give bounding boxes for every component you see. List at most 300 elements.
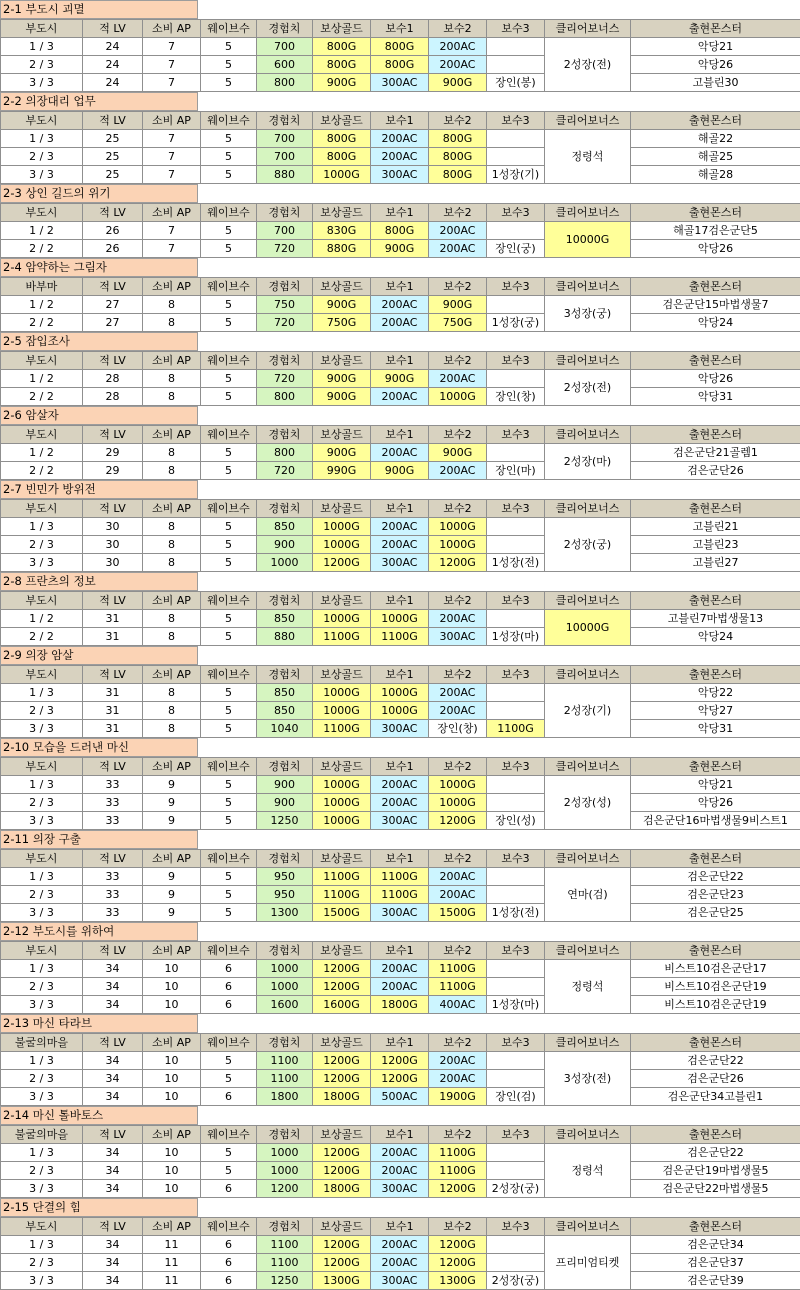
header-cell: 경험치 <box>257 592 313 610</box>
header-cell: 클리어보너스 <box>545 666 631 684</box>
header-cell: 보상골드 <box>313 1034 371 1052</box>
gold-cell: 1000G <box>313 812 371 830</box>
header-cell: 소비 AP <box>143 1218 201 1236</box>
level-cell: 33 <box>83 776 143 794</box>
header-cell: 보수1 <box>371 20 429 38</box>
monster-cell: 검은군단22 <box>631 1052 800 1070</box>
reward2-cell: 1000G <box>429 388 487 406</box>
header-cell: 보수2 <box>429 592 487 610</box>
ap-cell: 8 <box>143 518 201 536</box>
wave-cell: 5 <box>201 776 257 794</box>
level-cell: 34 <box>83 1052 143 1070</box>
reward1-cell: 200AC <box>371 794 429 812</box>
header-cell: 보상골드 <box>313 112 371 130</box>
header-cell: 부도시 <box>1 204 83 222</box>
header-cell: 클리어보너스 <box>545 1218 631 1236</box>
header-cell: 출현몬스터 <box>631 112 800 130</box>
header-cell: 보수2 <box>429 942 487 960</box>
reward1-cell: 200AC <box>371 296 429 314</box>
clear-bonus-cell: 2성장(전) <box>545 38 631 92</box>
monster-cell: 검은군단26 <box>631 462 800 480</box>
reward2-cell: 1100G <box>429 1144 487 1162</box>
wave-cell: 5 <box>201 702 257 720</box>
ap-cell: 8 <box>143 462 201 480</box>
reward3-cell <box>487 610 545 628</box>
header-row <box>1 942 800 960</box>
gold-cell: 1000G <box>313 776 371 794</box>
ap-cell: 11 <box>143 1272 201 1290</box>
ap-cell: 8 <box>143 684 201 702</box>
header-cell: 부도시 <box>1 112 83 130</box>
header-row <box>1 352 800 370</box>
ap-cell: 8 <box>143 702 201 720</box>
ap-cell: 10 <box>143 960 201 978</box>
header-cell: 클리어보너스 <box>545 20 631 38</box>
header-cell: 보수3 <box>487 112 545 130</box>
clear-bonus-cell: 3성장(궁) <box>545 296 631 332</box>
clear-bonus-cell: 2성장(궁) <box>545 518 631 572</box>
monster-cell: 악당26 <box>631 370 800 388</box>
exp-cell: 1250 <box>257 812 313 830</box>
header-cell: 보수1 <box>371 758 429 776</box>
stage-block <box>0 184 800 257</box>
level-cell: 34 <box>83 1236 143 1254</box>
reward3-cell: 1성장(마) <box>487 628 545 646</box>
reward2-cell: 1100G <box>429 978 487 996</box>
stage-block <box>0 480 800 571</box>
wave-cell: 5 <box>201 462 257 480</box>
stage-cell: 2 / 3 <box>1 536 83 554</box>
header-cell: 소비 AP <box>143 758 201 776</box>
stage-table <box>0 1125 800 1198</box>
header-cell: 적 LV <box>83 850 143 868</box>
wave-cell: 5 <box>201 518 257 536</box>
stage-table <box>0 941 800 1014</box>
table-row <box>1 56 800 74</box>
reward1-cell: 200AC <box>371 388 429 406</box>
stage-cell: 1 / 3 <box>1 518 83 536</box>
gold-cell: 1000G <box>313 794 371 812</box>
wave-cell: 6 <box>201 1254 257 1272</box>
ap-cell: 11 <box>143 1254 201 1272</box>
gold-cell: 800G <box>313 56 371 74</box>
header-cell: 소비 AP <box>143 278 201 296</box>
reward2-cell: 1000G <box>429 776 487 794</box>
table-row <box>1 868 800 886</box>
exp-cell: 850 <box>257 684 313 702</box>
monster-cell: 검은군단34 <box>631 1236 800 1254</box>
exp-cell: 1000 <box>257 960 313 978</box>
exp-cell: 700 <box>257 130 313 148</box>
table-row <box>1 1144 800 1162</box>
level-cell: 34 <box>83 1180 143 1198</box>
header-cell: 부도시 <box>1 1218 83 1236</box>
table-row <box>1 518 800 536</box>
header-cell: 보상골드 <box>313 666 371 684</box>
stage-title: 2-1 부도시 괴멸 <box>0 0 198 19</box>
header-cell: 적 LV <box>83 352 143 370</box>
stage-cell: 2 / 3 <box>1 148 83 166</box>
reward1-cell: 200AC <box>371 978 429 996</box>
reward3-cell <box>487 1052 545 1070</box>
wave-cell: 5 <box>201 314 257 332</box>
exp-cell: 1300 <box>257 904 313 922</box>
table-row <box>1 776 800 794</box>
clear-bonus-cell: 정령석 <box>545 130 631 184</box>
wave-cell: 6 <box>201 1180 257 1198</box>
table-row <box>1 1254 800 1272</box>
wave-cell: 6 <box>201 996 257 1014</box>
wave-cell: 5 <box>201 222 257 240</box>
reward2-cell: 900G <box>429 444 487 462</box>
gold-cell: 800G <box>313 130 371 148</box>
level-cell: 34 <box>83 996 143 1014</box>
table-row <box>1 812 800 830</box>
header-cell: 소비 AP <box>143 352 201 370</box>
level-cell: 34 <box>83 1088 143 1106</box>
header-cell: 출현몬스터 <box>631 500 800 518</box>
header-cell: 웨이브수 <box>201 426 257 444</box>
exp-cell: 950 <box>257 886 313 904</box>
monster-cell: 검은군단22 <box>631 1144 800 1162</box>
level-cell: 25 <box>83 166 143 184</box>
table-row <box>1 388 800 406</box>
header-cell: 보수3 <box>487 352 545 370</box>
reward2-cell: 200AC <box>429 222 487 240</box>
wave-cell: 5 <box>201 56 257 74</box>
stage-title: 2-11 의장 구출 <box>0 830 198 849</box>
header-cell: 클리어보너스 <box>545 1126 631 1144</box>
level-cell: 26 <box>83 222 143 240</box>
header-cell: 클리어보너스 <box>545 352 631 370</box>
stage-title: 2-4 암약하는 그림자 <box>0 258 198 277</box>
table-row <box>1 462 800 480</box>
stage-cell: 1 / 3 <box>1 960 83 978</box>
header-cell: 부도시 <box>1 426 83 444</box>
level-cell: 31 <box>83 628 143 646</box>
reward2-cell: 800G <box>429 166 487 184</box>
header-cell: 바부마 <box>1 278 83 296</box>
table-row <box>1 222 800 240</box>
header-cell: 보상골드 <box>313 850 371 868</box>
header-cell: 출현몬스터 <box>631 758 800 776</box>
exp-cell: 850 <box>257 702 313 720</box>
header-cell: 클리어보너스 <box>545 758 631 776</box>
monster-cell: 악당26 <box>631 56 800 74</box>
exp-cell: 1000 <box>257 978 313 996</box>
header-cell: 보수3 <box>487 1126 545 1144</box>
header-cell: 웨이브수 <box>201 942 257 960</box>
header-cell: 적 LV <box>83 942 143 960</box>
gold-cell: 1000G <box>313 536 371 554</box>
monster-cell: 검은군단25 <box>631 904 800 922</box>
stage-table <box>0 1217 800 1290</box>
header-cell: 보수1 <box>371 1218 429 1236</box>
header-cell: 경험치 <box>257 278 313 296</box>
reward1-cell: 200AC <box>371 148 429 166</box>
reward1-cell: 1000G <box>371 702 429 720</box>
wave-cell: 6 <box>201 1088 257 1106</box>
header-row <box>1 1034 800 1052</box>
gold-cell: 1200G <box>313 1254 371 1272</box>
gold-cell: 1100G <box>313 868 371 886</box>
stage-title: 2-5 잠입조사 <box>0 332 198 351</box>
stage-cell: 2 / 3 <box>1 702 83 720</box>
header-cell: 보상골드 <box>313 500 371 518</box>
header-cell: 소비 AP <box>143 426 201 444</box>
reward1-cell: 200AC <box>371 518 429 536</box>
stage-cell: 3 / 3 <box>1 554 83 572</box>
wave-cell: 5 <box>201 684 257 702</box>
wave-cell: 5 <box>201 610 257 628</box>
reward3-cell: 장인(검) <box>487 1088 545 1106</box>
header-cell: 보수3 <box>487 592 545 610</box>
reward1-cell: 200AC <box>371 130 429 148</box>
reward2-cell: 1100G <box>429 1162 487 1180</box>
exp-cell: 720 <box>257 314 313 332</box>
header-cell: 경험치 <box>257 204 313 222</box>
wave-cell: 5 <box>201 240 257 258</box>
monster-cell: 해골28 <box>631 166 800 184</box>
reward1-cell: 200AC <box>371 1254 429 1272</box>
exp-cell: 900 <box>257 794 313 812</box>
reward1-cell: 800G <box>371 38 429 56</box>
reward2-cell: 1200G <box>429 1236 487 1254</box>
exp-cell: 900 <box>257 536 313 554</box>
stage-cell: 3 / 3 <box>1 996 83 1014</box>
monster-cell: 검은군단19마법생물5 <box>631 1162 800 1180</box>
gold-cell: 1000G <box>313 166 371 184</box>
exp-cell: 750 <box>257 296 313 314</box>
header-cell: 웨이브수 <box>201 666 257 684</box>
stage-block <box>0 1198 800 1289</box>
header-cell: 보상골드 <box>313 942 371 960</box>
stage-title: 2-12 부도시를 위하여 <box>0 922 198 941</box>
stage-cell: 1 / 3 <box>1 38 83 56</box>
reward3-cell <box>487 536 545 554</box>
clear-bonus-cell: 연마(검) <box>545 868 631 922</box>
gold-cell: 1800G <box>313 1088 371 1106</box>
table-row <box>1 148 800 166</box>
monster-cell: 해골22 <box>631 130 800 148</box>
header-cell: 경험치 <box>257 942 313 960</box>
stage-cell: 1 / 2 <box>1 610 83 628</box>
stage-cell: 3 / 3 <box>1 1088 83 1106</box>
reward3-cell <box>487 960 545 978</box>
level-cell: 34 <box>83 1162 143 1180</box>
monster-cell: 검은군단23 <box>631 886 800 904</box>
gold-cell: 1200G <box>313 1144 371 1162</box>
header-cell: 적 LV <box>83 278 143 296</box>
reward2-cell: 1100G <box>429 960 487 978</box>
gold-cell: 900G <box>313 296 371 314</box>
reward2-cell: 800G <box>429 130 487 148</box>
header-row <box>1 204 800 222</box>
reward3-cell <box>487 296 545 314</box>
ap-cell: 7 <box>143 56 201 74</box>
reward3-cell <box>487 518 545 536</box>
wave-cell: 5 <box>201 388 257 406</box>
header-cell: 보상골드 <box>313 204 371 222</box>
reward3-cell <box>487 148 545 166</box>
stage-block <box>0 922 800 1013</box>
header-cell: 보수3 <box>487 758 545 776</box>
exp-cell: 720 <box>257 370 313 388</box>
header-row <box>1 592 800 610</box>
monster-cell: 악당22 <box>631 684 800 702</box>
gold-cell: 900G <box>313 388 371 406</box>
wave-cell: 5 <box>201 904 257 922</box>
monster-cell: 비스트10검은군단19 <box>631 978 800 996</box>
monster-cell: 검은군단39 <box>631 1272 800 1290</box>
reward1-cell: 300AC <box>371 1272 429 1290</box>
stage-title: 2-7 빈민가 방위전 <box>0 480 198 499</box>
header-cell: 출현몬스터 <box>631 592 800 610</box>
header-cell: 보수2 <box>429 758 487 776</box>
exp-cell: 1000 <box>257 1162 313 1180</box>
header-cell: 적 LV <box>83 1034 143 1052</box>
header-row <box>1 1218 800 1236</box>
stage-title: 2-13 마신 타라브 <box>0 1014 198 1033</box>
header-cell: 소비 AP <box>143 666 201 684</box>
header-cell: 부도시 <box>1 352 83 370</box>
table-row <box>1 74 800 92</box>
header-row <box>1 112 800 130</box>
stage-cell: 2 / 3 <box>1 56 83 74</box>
exp-cell: 720 <box>257 240 313 258</box>
header-cell: 경험치 <box>257 1034 313 1052</box>
level-cell: 31 <box>83 610 143 628</box>
reward1-cell: 300AC <box>371 74 429 92</box>
reward1-cell: 900G <box>371 240 429 258</box>
reward3-cell <box>487 1254 545 1272</box>
reward1-cell: 800G <box>371 222 429 240</box>
reward3-cell <box>487 702 545 720</box>
reward2-cell: 1900G <box>429 1088 487 1106</box>
reward3-cell: 1성장(전) <box>487 554 545 572</box>
reward3-cell: 장인(궁) <box>487 240 545 258</box>
stage-block <box>0 572 800 645</box>
header-cell: 보수2 <box>429 666 487 684</box>
header-cell: 보수1 <box>371 204 429 222</box>
level-cell: 24 <box>83 74 143 92</box>
table-row <box>1 684 800 702</box>
exp-cell: 1600 <box>257 996 313 1014</box>
stage-cell: 1 / 3 <box>1 868 83 886</box>
monster-cell: 악당31 <box>631 388 800 406</box>
gold-cell: 1200G <box>313 1052 371 1070</box>
monster-cell: 고블린27 <box>631 554 800 572</box>
reward3-cell: 1성장(궁) <box>487 314 545 332</box>
header-cell: 보상골드 <box>313 20 371 38</box>
level-cell: 27 <box>83 314 143 332</box>
header-cell: 적 LV <box>83 1126 143 1144</box>
reward2-cell: 200AC <box>429 684 487 702</box>
reward2-cell: 1000G <box>429 518 487 536</box>
gold-cell: 990G <box>313 462 371 480</box>
reward2-cell: 200AC <box>429 886 487 904</box>
exp-cell: 850 <box>257 518 313 536</box>
header-row <box>1 278 800 296</box>
monster-cell: 악당24 <box>631 314 800 332</box>
header-cell: 적 LV <box>83 204 143 222</box>
wave-cell: 5 <box>201 554 257 572</box>
clear-bonus-cell: 프리미엄티켓 <box>545 1236 631 1290</box>
table-row <box>1 536 800 554</box>
reward3-cell <box>487 794 545 812</box>
table-row <box>1 702 800 720</box>
clear-bonus-cell: 정령석 <box>545 1144 631 1198</box>
gold-cell: 1300G <box>313 1272 371 1290</box>
ap-cell: 10 <box>143 1070 201 1088</box>
wave-cell: 6 <box>201 1236 257 1254</box>
header-cell: 웨이브수 <box>201 112 257 130</box>
reward2-cell: 1500G <box>429 904 487 922</box>
ap-cell: 7 <box>143 222 201 240</box>
stage-cell: 1 / 3 <box>1 1236 83 1254</box>
reward2-cell: 400AC <box>429 996 487 1014</box>
header-cell: 출현몬스터 <box>631 1034 800 1052</box>
level-cell: 33 <box>83 794 143 812</box>
header-cell: 클리어보너스 <box>545 592 631 610</box>
wave-cell: 5 <box>201 296 257 314</box>
stage-block <box>0 646 800 737</box>
reward1-cell: 800G <box>371 56 429 74</box>
header-cell: 보수2 <box>429 278 487 296</box>
header-cell: 경험치 <box>257 352 313 370</box>
reward3-cell <box>487 1070 545 1088</box>
ap-cell: 10 <box>143 1052 201 1070</box>
stage-cell: 2 / 2 <box>1 628 83 646</box>
reward1-cell: 300AC <box>371 720 429 738</box>
wave-cell: 5 <box>201 1162 257 1180</box>
header-cell: 적 LV <box>83 20 143 38</box>
header-cell: 웨이브수 <box>201 352 257 370</box>
stage-block <box>0 406 800 479</box>
header-cell: 보수1 <box>371 942 429 960</box>
gold-cell: 1000G <box>313 684 371 702</box>
stage-block <box>0 738 800 829</box>
header-cell: 웨이브수 <box>201 20 257 38</box>
monster-cell: 검은군단15마법생물7 <box>631 296 800 314</box>
clear-bonus-cell: 3성장(전) <box>545 1052 631 1106</box>
monster-cell: 악당26 <box>631 794 800 812</box>
stage-title: 2-8 프란츠의 정보 <box>0 572 198 591</box>
stage-cell: 1 / 3 <box>1 130 83 148</box>
exp-cell: 1100 <box>257 1052 313 1070</box>
reward2-cell: 200AC <box>429 1052 487 1070</box>
level-cell: 34 <box>83 978 143 996</box>
reward3-cell: 장인(마) <box>487 462 545 480</box>
reward3-cell <box>487 222 545 240</box>
header-cell: 출현몬스터 <box>631 352 800 370</box>
header-cell: 소비 AP <box>143 1034 201 1052</box>
exp-cell: 1100 <box>257 1254 313 1272</box>
stage-table <box>0 425 800 480</box>
header-cell: 웨이브수 <box>201 758 257 776</box>
exp-cell: 720 <box>257 462 313 480</box>
exp-cell: 800 <box>257 388 313 406</box>
stage-cell: 1 / 2 <box>1 222 83 240</box>
stage-table <box>0 19 800 92</box>
stage-cell: 1 / 2 <box>1 296 83 314</box>
ap-cell: 7 <box>143 74 201 92</box>
ap-cell: 7 <box>143 130 201 148</box>
wave-cell: 6 <box>201 978 257 996</box>
monster-cell: 고블린23 <box>631 536 800 554</box>
header-cell: 클리어보너스 <box>545 278 631 296</box>
reward3-cell <box>487 56 545 74</box>
